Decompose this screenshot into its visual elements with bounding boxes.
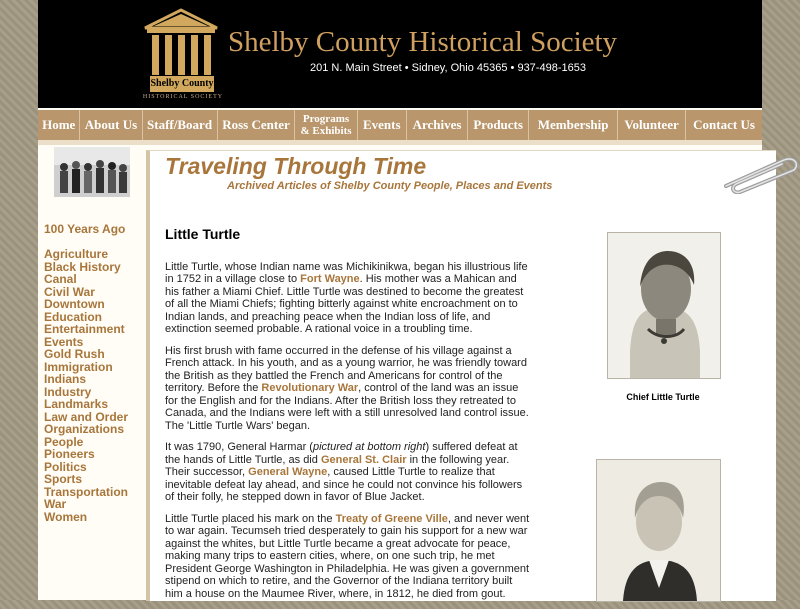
site-header bbox=[38, 0, 762, 108]
nav-events[interactable]: Events bbox=[358, 110, 407, 140]
main-nav bbox=[38, 110, 762, 140]
logo-subtitle: HISTORICAL SOCIETY bbox=[142, 94, 224, 100]
article-heading: Little Turtle bbox=[165, 226, 241, 242]
text-run: ) suffered defeat at the hands of Little Turtle, as did bbox=[165, 441, 518, 466]
link-general-st-clair[interactable]: General St. Clair bbox=[320, 453, 407, 466]
paperclip-icon bbox=[718, 152, 800, 194]
text-run: His first brush with fame occurred in the defense of his village against a French attack. In his youth, and as a young warrior, he was friendly toward the British as they battled the French and Americans for control of the territory. Before the bbox=[165, 344, 527, 394]
sidebar-item-industry[interactable]: Industry bbox=[44, 384, 92, 399]
sidebar-item-entertainment[interactable]: Entertainment bbox=[44, 322, 125, 336]
sidebar-item-organizations[interactable]: Organizations bbox=[44, 422, 125, 436]
sidebar-item-agriculture[interactable]: Agriculture bbox=[44, 247, 109, 261]
sidebar-item-canal[interactable]: Canal bbox=[44, 272, 77, 286]
sidebar-topic-list bbox=[44, 248, 128, 523]
site-title[interactable]: Shelby County Historical Society bbox=[228, 26, 618, 58]
nav-programs-line2: & Exhibits bbox=[300, 125, 352, 137]
text-run: in the following year. Their successor, bbox=[165, 453, 510, 478]
text-run: , control of the land was an issue for the English and for the Indians. After the British loss they retreated to Canada, and the Indians were left with a still unresolved land control issue. The 'Little Turtle Wars' began. bbox=[165, 382, 529, 432]
article-paragraph-4 bbox=[165, 513, 531, 601]
nav-staff-board[interactable]: Staff/Board bbox=[143, 110, 218, 140]
nav-about-us[interactable]: About Us bbox=[80, 110, 142, 140]
sidebar-item-civil-war[interactable]: Civil War bbox=[44, 284, 95, 299]
sidebar-item-education[interactable]: Education bbox=[44, 309, 103, 324]
link-fort-wayne[interactable]: Fort Wayne bbox=[300, 273, 360, 285]
text-run: Little Turtle, whose Indian name was Michikinikwa, began his illustrious life in 1752 in a village close to bbox=[165, 260, 528, 285]
sidebar-item-black-history[interactable]: Black History bbox=[44, 259, 121, 274]
text-run: Little Turtle placed his mark on the bbox=[165, 512, 336, 525]
general-harmar-portrait[interactable] bbox=[596, 459, 721, 602]
sidebar-item-people[interactable]: People bbox=[44, 434, 84, 449]
nav-programs-line1: Programs bbox=[302, 113, 350, 125]
nav-contact-us[interactable]: Contact Us bbox=[693, 117, 755, 132]
content-subtitle: Archived Articles of Shelby County People, Places and Events bbox=[227, 180, 553, 192]
sidebar-item-politics[interactable]: Politics bbox=[44, 459, 87, 474]
text-emphasis: pictured at bottom right bbox=[312, 441, 426, 453]
sidebar-item-pioneers[interactable]: Pioneers bbox=[44, 447, 95, 461]
link-revolutionary-war[interactable]: Revolutionary War bbox=[261, 382, 359, 394]
sidebar-item-law-and-order[interactable]: Law and Order bbox=[44, 409, 129, 424]
sidebar-item-sports[interactable]: Sports bbox=[44, 472, 83, 486]
logo-wordmark: Shelby County bbox=[150, 76, 214, 92]
article-paragraph-2 bbox=[165, 345, 531, 433]
link-treaty-of-greene-ville[interactable]: Treaty of Greene Ville bbox=[335, 512, 448, 525]
nav-membership[interactable]: Membership bbox=[529, 110, 618, 140]
historic-group-photo bbox=[54, 147, 130, 197]
site-address: 201 N. Main Street • Sidney, Ohio 45365 • 937-498-1653 bbox=[310, 62, 586, 74]
sidebar-item-landmarks[interactable]: Landmarks bbox=[44, 397, 109, 411]
chief-little-turtle-portrait[interactable] bbox=[607, 232, 721, 379]
text-run: It was 1790, General Harmar ( bbox=[165, 441, 313, 453]
sidebar-item-immigration[interactable]: Immigration bbox=[44, 359, 113, 374]
content-title: Traveling Through Time bbox=[165, 153, 427, 179]
article-paragraph-1 bbox=[165, 261, 531, 336]
sidebar-item-events[interactable]: Events bbox=[44, 334, 84, 349]
text-run: , and never went to war again. Tecumseh tried desperately to gain his support for a new war against the whites, but Little Turtle became a great advocate for peace, making many trips to eastern cities, where, on one such trip, he met President George Washington in Philadelphia. He was given a government stipend on which to retire, and the Governor of the Indiana territory built him a house on the Maumee River, where, in 1812, he died from gout. bbox=[165, 512, 530, 600]
nav-programs-exhibits[interactable] bbox=[295, 110, 357, 140]
sidebar-item-gold-rush[interactable]: Gold Rush bbox=[44, 347, 105, 361]
nav-archives[interactable]: Archives bbox=[407, 110, 468, 140]
sidebar-item-women[interactable]: Women bbox=[44, 509, 88, 524]
sidebar-item-transportation[interactable]: Transportation bbox=[44, 484, 129, 499]
sidebar-item-downtown[interactable]: Downtown bbox=[44, 297, 105, 311]
nav-ross-center[interactable]: Ross Center bbox=[218, 110, 296, 140]
text-run: . His mother was a Mahican and his father a Miami Chief. Little Turtle was destined to become the greatest of all the Miami Chiefs; fighting bitterly against white encroachment on to Indian lands, and preaching peace when the Indian loss of life, and extinction seemed probable. A rational voice in a troubling time. bbox=[165, 273, 524, 335]
sidebar-item-indians[interactable]: Indians bbox=[44, 372, 87, 386]
sidebar-heading[interactable]: 100 Years Ago bbox=[44, 222, 126, 236]
portrait-caption: Chief Little Turtle bbox=[626, 392, 700, 402]
nav-home[interactable]: Home bbox=[38, 110, 80, 140]
nav-divider bbox=[38, 140, 762, 145]
sidebar-item-war[interactable]: War bbox=[44, 497, 67, 511]
link-general-wayne[interactable]: General Wayne bbox=[248, 466, 328, 478]
nav-products[interactable]: Products bbox=[468, 110, 529, 140]
article-paragraph-3 bbox=[165, 441, 531, 504]
text-run: , caused Little Turtle to realize that inevitable defeat lay ahead, and since he could not convince his followers of their folly, he stepped down in favor of Blue Jacket. bbox=[165, 466, 523, 503]
article bbox=[165, 228, 531, 609]
nav-volunteer[interactable]: Volunteer bbox=[618, 110, 686, 140]
